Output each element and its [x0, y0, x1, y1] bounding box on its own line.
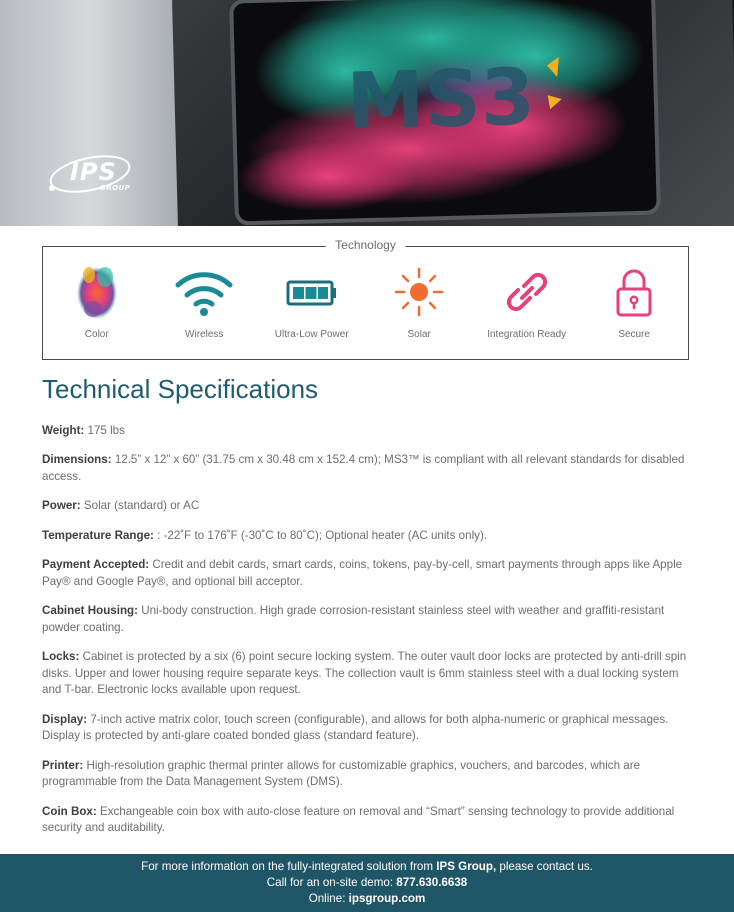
spec-label: Locks: [42, 650, 80, 664]
spec-dimensions [42, 452, 692, 485]
spec-label: Cabinet Housing: [42, 604, 138, 618]
spec-list [42, 423, 692, 850]
spec-label: Dimensions: [42, 453, 112, 467]
footer-line-phone [0, 875, 734, 891]
spec-label: Weight: [42, 424, 85, 437]
spec-temperature-range [42, 528, 692, 545]
spec-payment-accepted [42, 557, 692, 590]
tech-item-wireless [150, 263, 257, 340]
spec-weight [42, 423, 692, 440]
tech-label-secure: Secure [618, 329, 650, 340]
spec-value: Credit and debit cards, smart cards, coins, tokens, pay-by-cell, smart payments through apps like Apple Pay® and Google Pay®, and optional bill acceptor. [42, 558, 683, 588]
spec-value: Cabinet is protected by a six (6) point secure locking system. The outer vault door locks are protected by anti-drill spin disks. Upper and lower housing require separate keys. The collection vault is 6mm stainless steel with a dual locking system and T-bar. Electronic locks available upon request. [42, 650, 687, 697]
footer-company: IPS Group, [436, 860, 497, 873]
color-splash-icon [67, 263, 127, 321]
ms3-logo-text: MS3 [345, 52, 537, 148]
spec-display [42, 712, 692, 745]
ips-logo-subtext: GROUP [100, 184, 131, 192]
link-icon [497, 263, 557, 321]
spec-coin-box [42, 804, 692, 837]
spec-locks [42, 649, 692, 699]
page-title: Technical Specifications [42, 374, 319, 404]
footer-phone-number[interactable]: 877.630.6638 [396, 876, 468, 889]
technology-panel [42, 238, 689, 360]
technology-items [43, 263, 688, 340]
spec-label: Payment Accepted: [42, 558, 150, 572]
ips-group-logo [46, 146, 146, 206]
tech-item-secure [580, 263, 687, 340]
spec-printer [42, 758, 692, 791]
ms3-screen-logo [233, 0, 657, 221]
spec-value: 12.5” x 12” x 60” (31.75 cm x 30.48 cm x 152.4 cm); MS3™ is compliant with all relevant standards for disabled access. [42, 453, 685, 483]
tech-label-integration-ready: Integration Ready [487, 329, 567, 340]
footer-online-label: Online: [308, 892, 349, 905]
spec-label: Temperature Range: [42, 528, 154, 542]
wifi-icon [174, 263, 234, 321]
spec-value: Solar (standard) or AC [83, 499, 200, 513]
lock-icon [604, 263, 664, 321]
tech-item-color [43, 263, 150, 340]
technology-title: Technology [325, 238, 406, 252]
tech-item-integration-ready [473, 263, 580, 340]
footer-line-online [0, 891, 734, 907]
spec-value: : -22˚F to 176˚F (-30˚C to 80˚C); Optional heater (AC units only). [157, 528, 488, 542]
footer-website-link[interactable]: ipsgroup.com [348, 892, 426, 905]
footer-info-text: For more information on the fully-integrated solution from [141, 860, 437, 873]
sun-icon [389, 263, 449, 321]
spec-label: Display: [42, 712, 88, 726]
spec-label: Coin Box: [42, 804, 97, 818]
spec-value: High-resolution graphic thermal printer allows for customizable graphics, vouchers, and barcodes, which are programmable from the Data Management System (DMS). [42, 758, 641, 789]
footer-line-info [0, 859, 734, 875]
spec-label: Printer: [42, 758, 84, 772]
tech-label-wireless: Wireless [185, 329, 224, 340]
spec-cabinet-housing [42, 603, 692, 636]
spec-value: Exchangeable coin box with auto-close feature on removal and “Smart” sensing technology to provide additional security and auditability. [42, 804, 675, 835]
spec-value: 7-inch active matrix color, touch screen (configurable), and allows for both alpha-numeric or graphical messages. Display is protected by anti-glare coated bonded glass (standard feature). [42, 712, 669, 743]
tech-item-ultra-low-power [258, 263, 365, 340]
spec-value: 175 lbs [87, 424, 125, 437]
tech-item-solar [365, 263, 472, 340]
spec-label: Power: [42, 499, 81, 513]
tech-label-ultra-low-power: Ultra-Low Power [274, 329, 349, 340]
footer-phone-label: Call for an on-site demo: [266, 876, 397, 889]
tech-label-solar: Solar [407, 329, 431, 340]
hero-image [0, 0, 734, 226]
kiosk-screen [229, 0, 661, 226]
tech-label-color: Color [84, 329, 109, 340]
footer-info-suffix: please contact us. [496, 860, 593, 873]
spec-value: Uni-body construction. High grade corrosion-resistant stainless steel with weather and graffiti-resistant powder coating. [42, 604, 665, 634]
battery-icon [282, 263, 342, 321]
contact-footer [0, 854, 734, 912]
ips-logo-text: IPS [70, 158, 117, 186]
spec-power [42, 498, 692, 515]
